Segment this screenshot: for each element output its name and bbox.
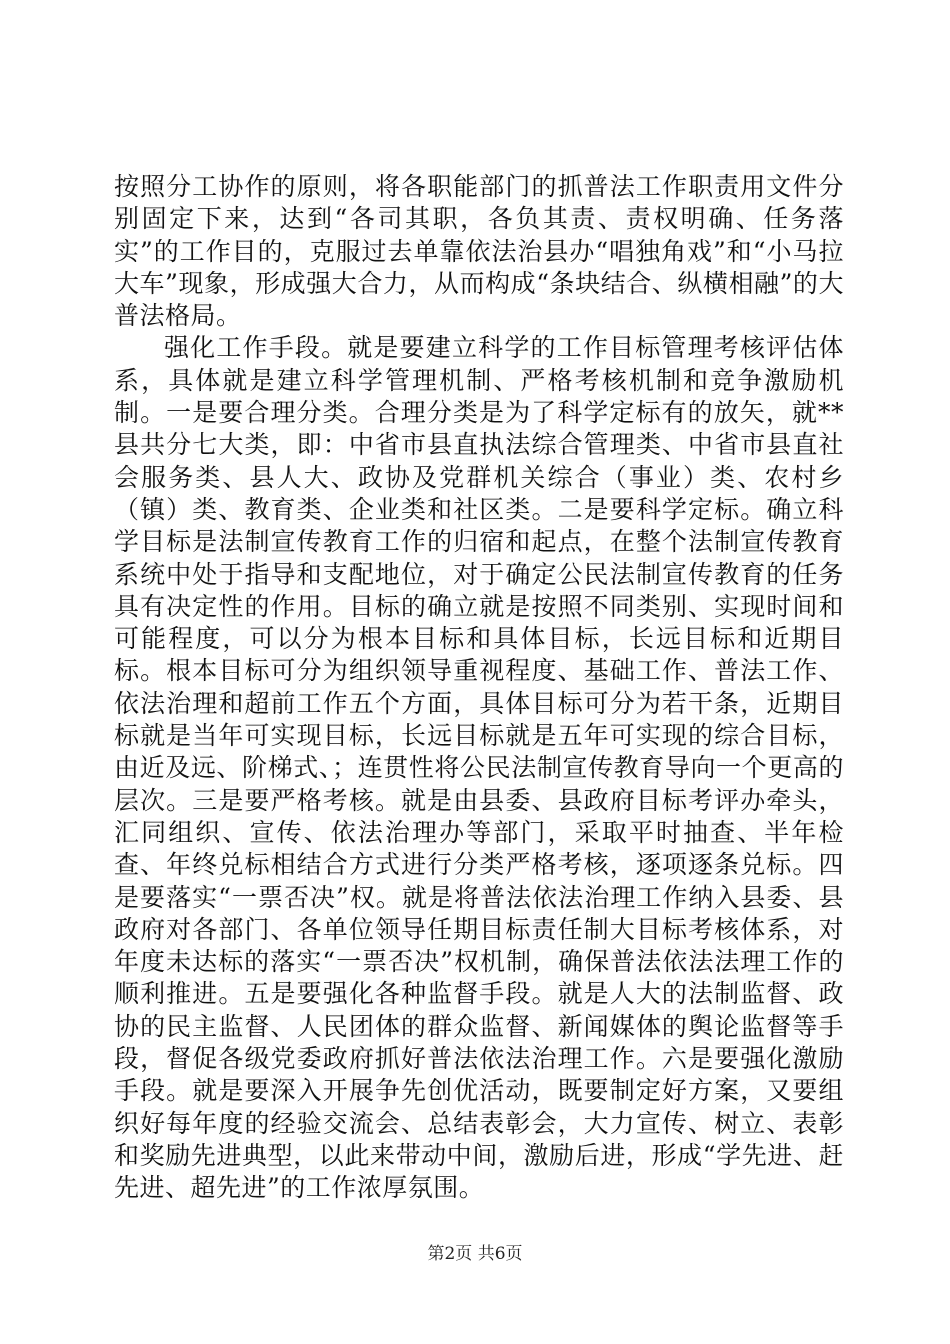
paragraph-strengthen-work-means: 强化工作手段。就是要建立科学的工作目标管理考核评估体系，具体就是建立科学管理机制、严格考核机制和竞争激励机制。一是要合理分类。合理分类是为了科学定标有的放矢，就**县共分七大类，即：中省市县直执法综合管理类、中省市县直社会服务类、县人大、政协及党群机关综合（事业）类、农村乡（镇）类、教育类、企业类和社区类。二是要科学定标。确立科学目标是法制宣传教育工作的归宿和起点，在整个法制宣传教育系统中处于指导和支配地位，对于确定公民法制宣传教育的任务具有决定性的作用。目标的确立就是按照不同类别、实现时间和可能程度，可以分为根本目标和具体目标，长远目标和近期目标。根本目标可分为组织领导重视程度、基础工作、普法工作、依法治理和超前工作五个方面，具体目标可分为若干条，近期目标就是当年可实现目标，长远目标就是五年可实现的综合目标，由近及远、阶梯式、；连贯性将公民法制宣传教育导向一个更高的层次。三是要严格考核。就是由县委、县政府目标考评办牵头，汇同组织、宣传、依法治理办等部门，采取平时抽查、半年检查、年终兑标相结合方式进行分类严格考核，逐项逐条兑标。四是要落实“一票否决”权。就是将普法依法治理工作纳入县委、县政府对各部门、各单位领导任期目标责任制大目标考核体系，对年度未达标的落实“一票否决”权机制，确保普法依法法理工作的顺利推进。五是要强化各种监督手段。就是人大的法制监督、政协的民主监督、人民团体的群众监督、新闻媒体的舆论监督等手段，督促各级党委政府抓好普法依法治理工作。六是要强化激励手段。就是要深入开展争先创优活动，既要制定好方案，又要组织好每年度的经验交流会、总结表彰会，大力宣传、树立、表彰和奖励先进典型，以此来带动中间，激励后进，形成“学先进、赶先进、超先进”的工作浓厚氛围。 [114, 333, 844, 1203]
paragraph-continuation: 按照分工协作的原则，将各职能部门的抓普法工作职责用文件分别固定下来，达到“各司其职，各负其责、责权明确、任务落实”的工作目的，克服过去单靠依法治县办“唱独角戏”和“小马拉大车”现象，形成强大合力，从而构成“条块结合、纵横相融”的大普法格局。 [114, 172, 844, 331]
document-body [114, 171, 844, 1205]
page-number-indicator: 第2页 共6页 [427, 1244, 523, 1264]
page-footer [0, 1239, 950, 1264]
